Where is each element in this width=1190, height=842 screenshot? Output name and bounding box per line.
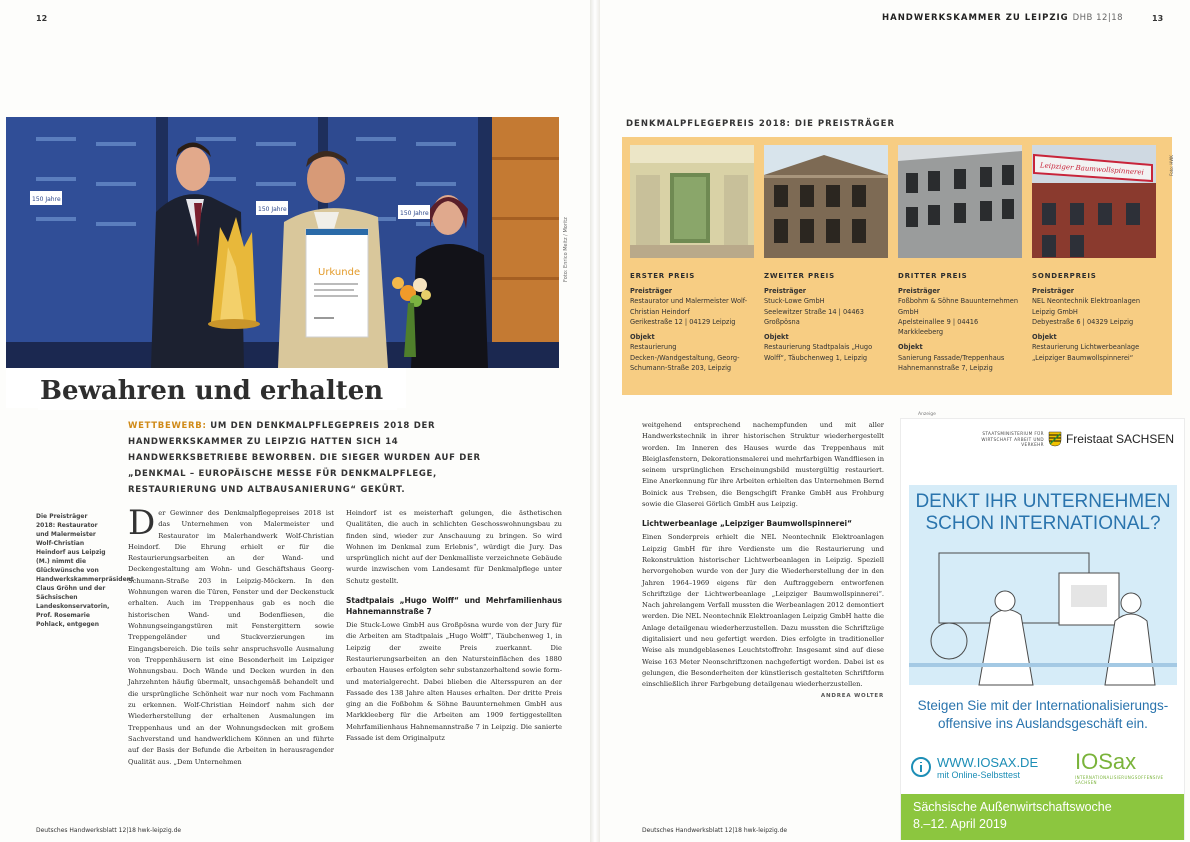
prize-rank-2: ZWEITER PREIS	[764, 272, 835, 280]
prize-rank-1: ERSTER PREIS	[630, 272, 696, 280]
prize-card-4	[1032, 145, 1175, 363]
iosax-logo-sub: INTERNATIONALISIERUNGSOFFENSIVE SACHSEN	[1075, 775, 1164, 785]
prize-rank-3: DRITTER PREIS	[898, 272, 968, 280]
prize-role-label-2: Preisträger	[764, 287, 807, 295]
prize-object-1: Restaurierung Decken-/Wandgestaltung, Georg-Schumann-Straße 203, Leipzig	[630, 343, 740, 373]
left-col2-subhead: Stadtpalais „Hugo Wolff“ und Mehrfamilienhaus Hahnemannstraße 7	[346, 596, 562, 617]
banner-text-2: 150 Jahre	[258, 206, 287, 213]
iosax-logo-text: IOSax	[1075, 749, 1137, 774]
article-headline: Bewahren und erhalten	[38, 370, 397, 410]
left-col2-text: Heindorf ist es meisterhaft gelungen, die ästhetischen Qualitäten, die auch in schlichten Geschosswohnungsbau zu finden sind, wieder zur Anschauung zu bringen. So wird Wohnen im Denkmal zum Erlebnis“, würdigt die Jury. Das ursprünglich nicht auf der Denkmalliste verzeichnete Gebäude wurde inzwischen vom Landesamt für Denkmalpflege unter Schutz gestellt.	[346, 509, 562, 585]
left-column-1	[128, 503, 334, 768]
running-head-issue: DHB 12|18	[1072, 13, 1124, 23]
prize-rank-4: SONDERPREIS	[1032, 272, 1097, 280]
advertisement[interactable]	[900, 418, 1185, 840]
ad-url-link[interactable]	[937, 755, 1038, 780]
article-lead	[128, 418, 490, 498]
footer-left: Deutsches Handwerksblatt 12|18 hwk-leipzig.de	[36, 827, 182, 834]
prize-address-1: Gerikestraße 12 | 04129 Leipzig	[630, 317, 736, 326]
prize-photo-4	[1032, 145, 1175, 258]
info-icon	[911, 757, 931, 777]
ad-url[interactable]: WWW.IOSAX.DE	[937, 755, 1039, 770]
prize-object-3: Sanierung Fassade/Treppenhaus Hahnemannstraße 7, Leipzig	[898, 353, 1005, 373]
prize-address-2: Seelewitzer Straße 14 | 04463 Großpösna	[764, 307, 864, 326]
left-col2-text2: Die Stuck-Lowe GmbH aus Großpösna wurde von der Jury für die Arbeiten am Stadtpalais „Hugo Wolff“, Täubchenweg 1, in Leipzig der zweite Preis zuerkannt. Die Restaurierungsarbeiten an den Natursteinflächen des 1880 erbauten Hauses erfolgten sehr substanzerhaltend sowie form- und materialgerecht. Dabei blieben die Altersspuren an der Fassade des 138 Jahre alten Hauses erhalten. Der dritte Preis ging an die Foßbohm & Söhne Bauunternehmen GmbH aus Markkleeberg für die Arbeiten am 1909 fertiggestellten Mehrfamilienhaus Hahnemannstraße 7 in Leipzig. Die sanierte Fassade ist dem Originalputz	[346, 621, 562, 743]
left-page	[0, 0, 590, 842]
banner-text-3: 150 Jahre	[400, 210, 429, 217]
right-page	[600, 0, 1190, 842]
right-column-1	[642, 420, 884, 699]
prize-object-label-1: Objekt	[630, 333, 655, 342]
prize-role-label-4: Preisträger	[1032, 287, 1075, 295]
prize-details-3	[898, 286, 1022, 373]
photo-caption: Die Preisträger 2018: Restaurator und Malermeister Wolf-Christian Heindorf aus Leipzig (M.) nimmt die Glückwünsche von Handwerkskammerpräsident Claus Gröhn und der Sächsischen Landeskonservatorin, Prof. Rosemarie Pohlack, entgegen	[36, 513, 134, 628]
prize-role-label-1: Preisträger	[630, 287, 673, 295]
running-head	[882, 13, 1123, 23]
ad-footer-line-1: Sächsische Außenwirtschaftswoche	[913, 800, 1112, 814]
coat-of-arms-icon	[1049, 432, 1061, 446]
prize-details-1	[630, 286, 754, 373]
ad-sponsor-text: STAATSMINISTERIUM FÜR WIRTSCHAFT ARBEIT UND VERKEHR	[981, 431, 1044, 447]
ad-sponsor	[980, 431, 1174, 448]
running-head-title: HANDWERKSKAMMER ZU LEIPZIG	[882, 13, 1069, 23]
award-photo	[6, 117, 559, 368]
prize-object-label-4: Objekt	[1032, 333, 1057, 342]
prize-photo-1	[630, 145, 754, 258]
right-col1-text: weitgehend entsprechend nachempfunden und mit aller Handwerkstechnik in ihrer historischen Struktur wiederhergestellt worden. Im Inneren des Hauses wurde das Treppenhaus mit Bleiglasfenstern, Dekorationsmalerei und mehrfarbigen Wandfliesen in seinem ursprünglichen Erscheinungsbild mustergültig restauriert. Eine Anerkennung für ihre Arbeiten erhielten das Unternehmen Bernd Boinick aus Trebsen, die Bengschgift Franke GmbH aus Frohburg sowie die Glaserei Görlich GmbH aus Leipzig.	[642, 421, 884, 509]
footer-right: Deutsches Handwerksblatt 12|18 hwk-leipzig.de	[642, 827, 788, 834]
neon-sign-text: Leipziger Baumwollspinnerei	[1039, 161, 1144, 177]
prize-card-3	[898, 145, 1022, 373]
ad-label: Anzeige	[918, 412, 936, 417]
certificate	[306, 229, 368, 337]
prize-address-3: Apelsteinallee 9 | 04416 Markkleeberg	[898, 317, 979, 337]
ad-headline: DENKT IHR UNTERNEHMEN SCHON INTERNATIONAL?	[909, 485, 1177, 545]
banner-text-1: 150 Jahre	[32, 196, 61, 203]
prize-details-2	[764, 286, 888, 363]
prize-object-label-3: Objekt	[898, 343, 923, 352]
prize-role-label-3: Preisträger	[898, 287, 941, 295]
prize-winner-3: Foßbohm & Söhne Bauunternehmen GmbH	[898, 297, 1019, 316]
ad-footer-banner	[901, 794, 1184, 840]
prize-winner-2: Stuck-Lowe GmbH	[764, 297, 825, 306]
ad-sponsor-state: Freistaat SACHSEN	[1065, 431, 1174, 446]
ad-url-sub: mit Online-Selbsttest	[937, 770, 1021, 780]
prize-card-1	[630, 145, 754, 373]
prize-details-4	[1032, 286, 1156, 363]
prize-photo-credit-4: Foto: HWK	[1169, 155, 1175, 176]
byline: ANDREA WOLTER	[820, 692, 884, 699]
page-number-left: 12	[36, 14, 48, 23]
left-column-2	[346, 508, 562, 744]
lead-keyword: WETTBEWERB:	[128, 421, 207, 431]
right-col1-text2: Einen Sonderpreis erhielt die NEL Neontechnik Elektroanlagen Leipzig GmbH für ihre Verdienste um die Restaurierung und Rekonstruktion historischer Lichtwerbeanlagen in Leipzig. Speziell hervorgehoben wurde von der Jury die Wiederherstellung der in den Jahren 1964–1969 eigens für den Auftraggebern entworfenen Schriftzüge der Lichtwerbeanlage „Leipziger Baumwollspinnerei“. Nach jahrelangem Verfall mussten die Werbeanlagen 2012 demontiert werden. Die NEL Neontechnik Elektroanlagen Leipzig GmbH hatte die Anlage detailgenau wiederherzustellen. Dazu mussten die Schriftzüge digitalisiert und neu gefertigt werden. Dies erfolgte in traditioneller Weise als mundgeblasenes Leuchtstoffrohr. Insgesamt sind auf diese Weise 163 Meter Neonschriftzonen nachgefertigt worden. Dabei ist es gelungen, die Besonderheiten der künstlerisch gestalteten Schriftform einschließlich ihrer Farbgebung detailgenau wiederherzustellen.	[642, 533, 884, 689]
prize-address-4: Debyestraße 6 | 04329 Leipzig	[1032, 317, 1134, 326]
prize-photo-2	[764, 145, 888, 258]
ad-illustration	[909, 545, 1177, 685]
ad-footer-line-2: 8.–12. April 2019	[913, 817, 1007, 831]
lead-text: UM DEN DENKMALPFLEGEPREIS 2018 DER HANDWERKSKAMMER ZU LEIPZIG HATTEN SICH 14 HANDWERKSBETRIEBE BEWORBEN. DIE SIEGER WURDEN AUF DER „DENKMAL – EUROPÄISCHE MESSE FÜR DENKMALPFLEGE, RESTAURIERUNG UND ALTBAUSANIERUNG“ GEKÜRT.	[128, 421, 481, 495]
prize-winner-4: NEL Neontechnik Elektroanlagen Leipzig GmbH	[1032, 297, 1141, 316]
page-gutter	[590, 0, 600, 842]
photo-credit: Foto: Enrico Meitz / Moritz	[563, 217, 569, 282]
prize-photo-3	[898, 145, 1022, 258]
prize-object-4: Restaurierung Lichtwerbeanlage „Leipziger Baumwollspinnerei“	[1032, 343, 1140, 362]
prize-winner-1: Restaurator und Malermeister Wolf-Christian Heindorf	[630, 297, 748, 316]
prize-box	[622, 137, 1175, 395]
prize-section-title: DENKMALPFLEGEPREIS 2018: DIE PREISTRÄGER	[626, 119, 895, 129]
prize-object-2: Restaurierung Stadtpalais „Hugo Wolff“, Täubchenweg 1, Leipzig	[764, 343, 873, 362]
page-number-right: 13	[1152, 14, 1164, 23]
prize-object-label-2: Objekt	[764, 333, 789, 342]
prize-card-2	[764, 145, 888, 363]
certificate-label: Urkunde	[318, 267, 361, 278]
ad-claim: Steigen Sie mit der Internationalisierungs-offensive ins Auslandsgeschäft ein.	[917, 698, 1169, 731]
right-col1-subhead: Lichtwerbeanlage „Leipziger Baumwollspinnerei“	[642, 519, 853, 529]
iosax-logo	[1075, 749, 1184, 785]
drop-cap: D	[128, 503, 156, 543]
left-col1-text: er Gewinner des Denkmalpflegepreises 2018 ist das Unternehmen von Malermeister und Restaurator im Malerhandwerk Wolf-Christian Heindorf. Die Ehrung erhielt er für die Restaurierungsarbeiten an der Wand- und Deckengestaltung am Wohn- und Geschäftshaus Georg-Schumann-Straße 203 in Leipzig-Möckern. In den Wohnungen waren die Türen, Fenster und der Deckenstuck erhalten. Auch im Treppenhaus gab es noch die historischen Wand- und Bodenfliesen, die Wohnungseingangstüren mit Fenstergittern sowie Treppengeländer und Stuckverzierungen im Eingangsbereich. Die teils sehr anspruchsvolle Ausmalung von Treppenhäusern ist eine Besonderheit im Leipziger Wohnungsbau. Doch Wände und Decken wurden in den Jahrzehnten häufig übermalt, unsachgemäß behandelt und die ursprüngliche Schönheit war nur noch vom Fachmann zu erkennen. Wolf-Christian Heindorf nahm sich der Wiederherstellung der erhaltenen Ausmalungen im Treppenhaus und an der Wohnungsdecken mit großem Sachverstand und handwerklichem Können an und führte auf der Basis der Befunde die Arbeiten in herausragender Qualität aus. „Dem Unternehmen	[128, 509, 334, 766]
